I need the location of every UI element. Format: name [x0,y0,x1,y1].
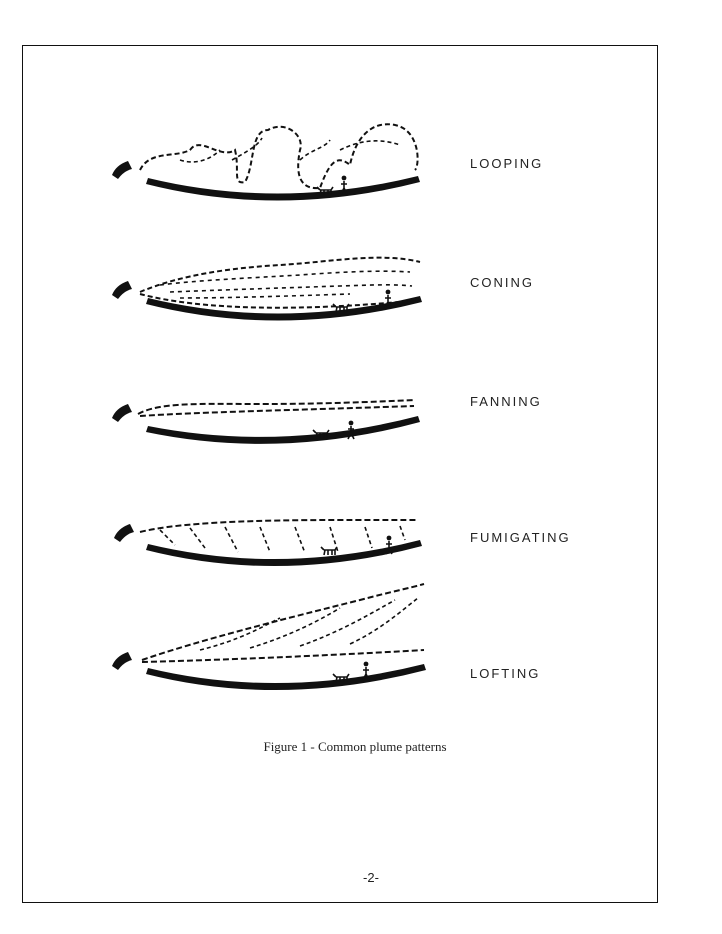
figure-caption-text: Figure 1 - Common plume patterns [263,739,447,754]
label-fumigating: FUMIGATING [470,530,571,545]
page-number: -2- [363,870,379,885]
label-lofting: LOFTING [470,666,541,681]
fumigating-illustration [114,520,422,566]
label-fanning: FANNING [470,394,542,409]
label-looping: LOOPING [470,156,544,171]
label-coning: CONING [470,275,534,290]
looping-illustration [112,124,420,200]
lofting-illustration [112,584,426,690]
fanning-illustration [112,400,420,444]
figure-caption [0,739,722,755]
coning-illustration [112,258,422,321]
